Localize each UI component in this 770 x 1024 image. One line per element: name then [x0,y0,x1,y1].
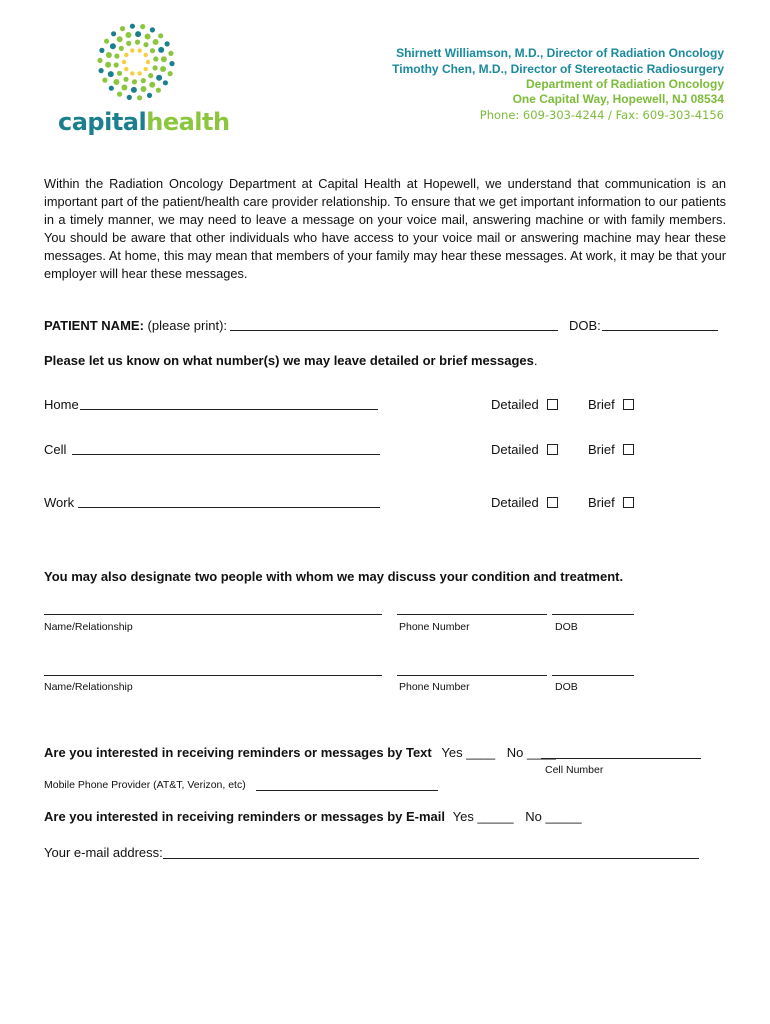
patient-dob-label: DOB: [569,318,601,333]
phone-home-brief-option[interactable] [588,397,634,412]
logo-dot [148,73,153,78]
numbers-prompt-text: Please let us know on what number(s) we may leave detailed or brief messages [44,353,534,368]
phone-work-field[interactable] [78,507,380,508]
logo-dot [168,71,173,76]
logo-dot [102,78,107,83]
contact-2-phone-field[interactable] [397,675,547,676]
contact-2-phone-label: Phone Number [399,681,470,693]
logo-dot [130,48,134,52]
logo-dot [141,78,146,83]
logo-dot [123,77,128,82]
header-department: Department of Radiation Oncology [525,77,724,91]
logo-dot [117,92,122,97]
logo-dot [147,93,152,98]
logo-dot [144,53,148,57]
patient-name-label: PATIENT NAME: [44,318,144,333]
logo-dot [158,33,163,38]
email-address-field[interactable] [163,858,699,859]
email-reminder-row [44,809,582,824]
logo-dot [109,86,114,91]
contact-1-phone-label: Phone Number [399,621,470,633]
logo-dot [150,27,155,32]
numbers-prompt [44,353,537,368]
contact-2-dob-field[interactable] [552,675,634,676]
logo-dot [113,79,119,85]
logo-dot [144,67,148,71]
phone-cell-label: Cell [44,442,67,457]
phone-cell-field[interactable] [72,454,380,455]
header-director-2: Timothy Chen, M.D., Director of Stereotactic Radiosurgery [392,62,724,76]
brief-label: Brief [588,495,615,510]
logo-dot [124,53,128,57]
sunburst-logo-icon [94,20,178,104]
logo-dot [158,47,164,53]
logo-dot [114,62,119,67]
logo-dot [156,75,162,81]
logo-dot [153,56,158,61]
logo-dot [99,48,104,53]
logo-dot [165,41,170,46]
text-reminder-row [44,745,556,760]
phone-home-label: Home [44,397,79,412]
detailed-checkbox[interactable] [547,444,558,455]
phone-cell-detailed-option[interactable] [491,442,558,457]
logo-dot [150,48,155,53]
logo-dot [127,95,132,100]
email-reminder-yes[interactable]: Yes _____ [452,809,514,824]
logo-dot [146,60,150,64]
logo-dot [126,32,132,38]
numbers-prompt-period: . [533,353,538,368]
logo-dot [135,31,141,37]
logo-dot [119,46,124,51]
detailed-checkbox[interactable] [547,399,558,410]
logo-dot [130,24,135,29]
logo-dot [97,58,102,63]
logo-dot [132,79,137,84]
phone-work-label: Work [44,495,75,510]
cell-number-label: Cell Number [545,764,604,776]
logo-dot [124,67,128,71]
logo-dot [111,31,116,36]
brief-label: Brief [588,442,615,457]
email-reminder-question: Are you interested in receiving reminders or messages by E-mail [44,809,445,824]
logo-dot [138,48,142,52]
logo-dot [110,43,116,49]
brief-checkbox[interactable] [623,444,634,455]
logo-dot [137,95,142,100]
mobile-provider-field[interactable] [256,790,438,791]
logo-health-text: health [146,108,230,136]
header-address: One Capital Way, Hopewell, NJ 08534 [512,92,724,106]
logo-dot [131,87,137,93]
phone-work-brief-option[interactable] [588,495,634,510]
brief-label: Brief [588,397,615,412]
logo-dot [143,42,148,47]
logo-dot [138,71,142,75]
brief-checkbox[interactable] [623,399,634,410]
contact-2-name-field[interactable] [44,675,382,676]
cell-number-field[interactable] [541,758,701,759]
text-reminder-question: Are you interested in receiving reminders or messages by Text [44,745,432,760]
designate-prompt: You may also designate two people with whom we may discuss your condition and treatment. [44,569,624,584]
phone-cell-brief-option[interactable] [588,442,634,457]
logo-dot [135,40,140,45]
patient-name-field[interactable] [230,330,558,331]
detailed-label: Detailed [491,442,539,457]
phone-home-field[interactable] [80,409,378,410]
text-reminder-yes[interactable]: Yes ____ [441,745,496,760]
phone-home-detailed-option[interactable] [491,397,558,412]
logo-dot [104,39,109,44]
contact-2-name-label: Name/Relationship [44,681,133,693]
logo-dot [121,85,127,91]
logo-wordmark [58,108,230,136]
logo-dot [169,61,174,66]
brief-checkbox[interactable] [623,497,634,508]
patient-dob-field[interactable] [602,330,718,331]
logo-dot [153,65,158,70]
logo-dot [163,80,168,85]
logo-dot [149,82,155,88]
capital-health-logo [58,20,230,140]
intro-paragraph: Within the Radiation Oncology Department at Capital Health at Hopewell, we understand that communication is an important part of the patient/health care provider relationship. To ensure that we get important information to our patients in a timely manner, we may need to leave a message on your voice mail, answering machine or with family members. You should be aware that other individuals who have access to your voice mail or answering machine may hear these messages. At home, this may mean that members of your family may hear these messages. At work, it may be that your employer will hear these messages. [44,176,726,281]
logo-dot [156,88,161,93]
logo-dot [145,34,151,40]
logo-dot [141,86,147,92]
logo-dot [122,60,126,64]
contact-1-dob-label: DOB [555,621,578,633]
email-address-label: Your e-mail address: [44,845,163,860]
detailed-label: Detailed [491,397,539,412]
logo-dot [168,51,173,56]
email-reminder-no[interactable]: No _____ [525,809,582,824]
phone-work-detailed-option[interactable] [491,495,558,510]
logo-dot [117,71,122,76]
detailed-label: Detailed [491,495,539,510]
detailed-checkbox[interactable] [547,497,558,508]
logo-dot [140,24,145,29]
patient-name-row [44,318,227,333]
logo-dot [130,71,134,75]
logo-dot [99,68,104,73]
contact-1-name-field[interactable] [44,614,382,615]
logo-dot [106,52,112,58]
contact-2-dob-label: DOB [555,681,578,693]
logo-capital-text: capital [58,108,147,136]
contact-1-name-label: Name/Relationship [44,621,133,633]
logo-dot [120,26,125,31]
patient-name-hint: (please print): [147,318,228,333]
logo-dot [105,62,111,68]
text-reminder-no[interactable]: No ____ [506,745,556,760]
logo-dot [114,54,119,59]
contact-1-dob-field[interactable] [552,614,634,615]
logo-dot [161,56,167,62]
header-director-1: Shirnett Williamson, M.D., Director of Radiation Oncology [396,46,724,60]
logo-dot [108,71,114,77]
logo-dot [153,39,159,45]
contact-1-phone-field[interactable] [397,614,547,615]
logo-dot [117,36,123,42]
logo-dot [160,66,166,72]
header-phone-fax: Phone: 609-303-4244 / Fax: 609-303-4156 [479,108,724,122]
logo-dot [126,41,131,46]
mobile-provider-label: Mobile Phone Provider (AT&T, Verizon, etc) [44,779,246,791]
